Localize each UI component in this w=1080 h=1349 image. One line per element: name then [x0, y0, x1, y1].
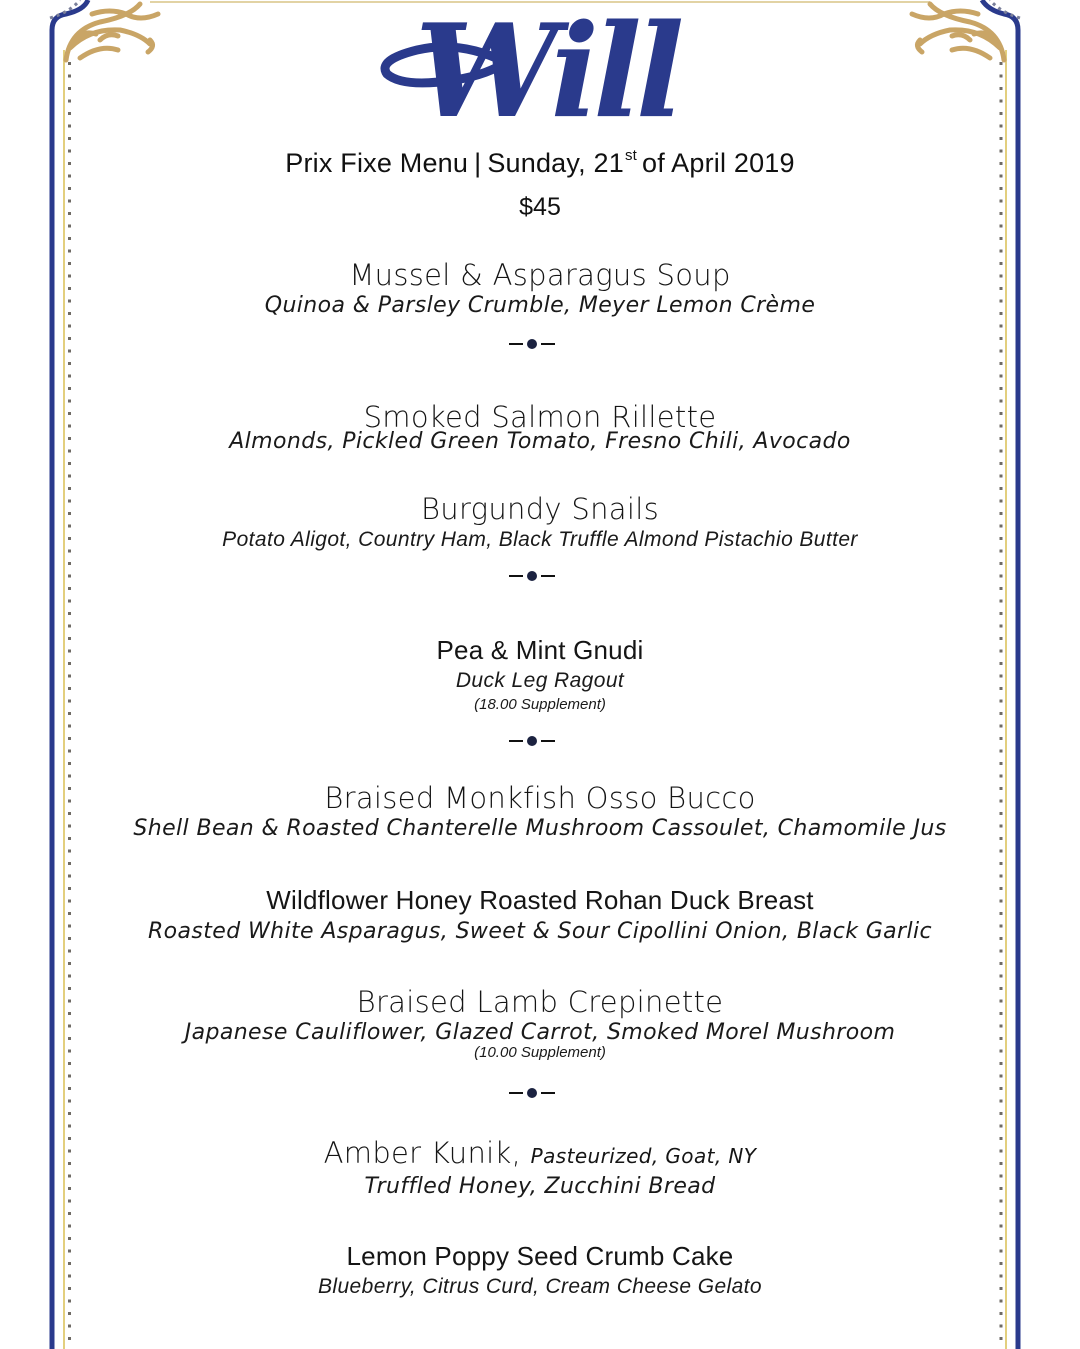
restaurant-logo: [355, 0, 679, 160]
dish-title: Braised Monkfish Osso Bucco: [324, 781, 756, 815]
supplement-price: (18.00 Supplement): [474, 696, 606, 713]
dish-description: Duck Leg Ragout: [455, 669, 625, 692]
right-corner-flourish-icon: [912, 4, 1004, 60]
dish-description: Blueberry, Citrus Curd, Cream Cheese Gelato: [318, 1275, 762, 1298]
menu-price: $45: [519, 193, 561, 221]
dish-title: Wildflower Honey Roasted Rohan Duck Breast: [266, 885, 814, 915]
date-ordinal-suffix: st: [624, 147, 638, 164]
dish-description: Quinoa & Parsley Crumble, Meyer Lemon Crème: [264, 293, 816, 318]
dish-description: Japanese Cauliflower, Glazed Carrot, Smoked Morel Mushroom: [184, 1020, 896, 1045]
course-4-dish-3: [0, 985, 1080, 1063]
dish-description: Shell Bean & Roasted Chanterelle Mushroom Cassoulet, Chamomile Jus: [133, 816, 947, 841]
dish-description: Potato Aligot, Country Ham, Black Truffle Almond Pistachio Butter: [222, 528, 858, 551]
dot-dash-divider-icon: [509, 570, 555, 582]
dish-title: Mussel & Asparagus Soup: [349, 258, 731, 292]
date-rest: of April 2019: [642, 148, 795, 178]
course-5-dish-1: [0, 1136, 1080, 1201]
logo-text: Will: [415, 0, 679, 147]
title-separator: |: [474, 148, 482, 178]
left-corner-flourish-icon: [66, 4, 158, 60]
dish-title: Braised Lamb Crepinette: [356, 985, 724, 1019]
menu-date: [487, 148, 794, 178]
dish-description: Truffled Honey, Zucchini Bread: [364, 1174, 716, 1199]
dish-title: Smoked Salmon Rillette: [363, 400, 717, 434]
menu-label: Prix Fixe Menu: [285, 148, 469, 178]
dot-dash-divider-icon: [509, 1087, 555, 1099]
dish-description: Roasted White Asparagus, Sweet & Sour Cipollini Onion, Black Garlic: [147, 919, 933, 944]
course-3: [0, 633, 1080, 715]
course-2-dish-1: [0, 400, 1080, 456]
course-4-dish-1: [0, 781, 1080, 843]
dish-title: Lemon Poppy Seed Crumb Cake: [346, 1241, 734, 1271]
supplement-price: (10.00 Supplement): [474, 1044, 606, 1061]
dish-title-line: [0, 1136, 1080, 1173]
course-5-dish-2: [0, 1239, 1080, 1301]
dot-dash-divider-icon: [509, 338, 555, 350]
date-prefix: Sunday, 21: [487, 148, 624, 178]
dish-title: Burgundy Snails: [420, 492, 659, 526]
left-corner-dots: [50, 0, 80, 18]
menu-title-line: [0, 147, 1080, 179]
course-1: [0, 258, 1080, 320]
dot-dash-divider-icon: [509, 735, 555, 747]
course-2-dish-2: [0, 492, 1080, 554]
dish-title: Pea & Mint Gnudi: [436, 635, 644, 665]
dish-title: Amber Kunik,: [323, 1136, 522, 1170]
dish-origin-note: Pasteurized, Goat, NY: [530, 1144, 757, 1168]
right-corner-dots: [990, 0, 1020, 18]
dish-description: Almonds, Pickled Green Tomato, Fresno Chili, Avocado: [229, 429, 851, 454]
course-4-dish-2: [0, 883, 1080, 946]
